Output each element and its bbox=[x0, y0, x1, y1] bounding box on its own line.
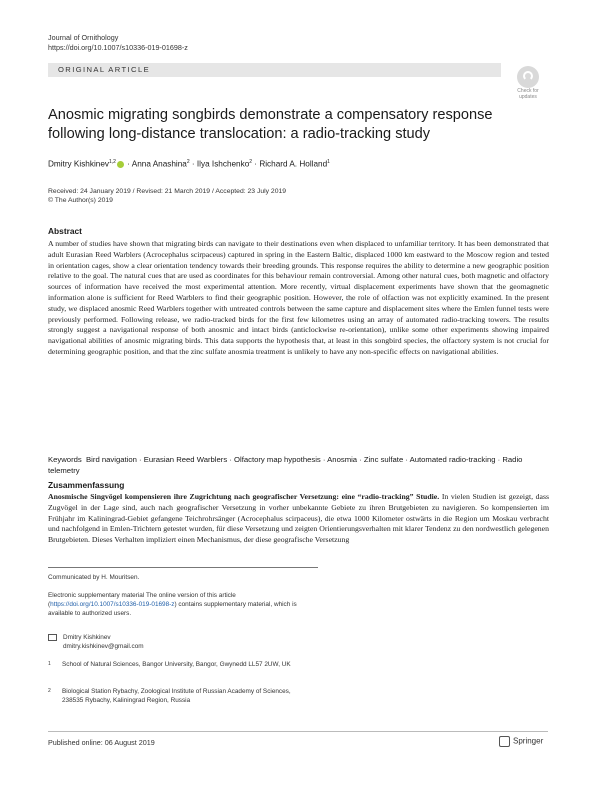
mail-icon bbox=[48, 634, 57, 641]
correspondent-name: Dmitry Kishkinev bbox=[63, 634, 111, 641]
zusammenfassung-text: In vielen Studien ist gezeigt, dass Zugvögel in der Lage sind, auch nach geografischer Versetzung in vorher unbekannte Gebiete zu ihren Brutgebieten zu navigieren. So kompensierten im Frühjahr im Kaliningrad-Gebiet gefangene Teichrohrsänger (Acrocephalus scirpaceus), die etwa 1000 Kilometer ostwärts in die Region um Moskau verbracht und nachfolgend in Emlen-Trichtern getestet wurden, für diese Versetzung und zeigten Orientierungsverhalten mit klarer Tendenz zu den nordwestlich gelegenen Brutgebieten. Dieses Verhalten impliziert einen Mechanismus, der diese geografische Versetzung bbox=[48, 492, 550, 545]
orcid-icon[interactable] bbox=[117, 161, 124, 168]
history-dates: Received: 24 January 2019 / Revised: 21 March 2019 / Accepted: 23 July 2019 bbox=[48, 188, 287, 195]
publisher-logo bbox=[499, 736, 543, 747]
affiliation-text: Biological Station Rybachy, Zoological Institute of Russian Academy of Sciences, 238535 Rybachy, Kaliningrad Region, Russia bbox=[62, 688, 291, 704]
author-affil: 1 bbox=[327, 159, 330, 165]
springer-horse-icon bbox=[499, 736, 510, 747]
abstract-heading: Abstract bbox=[48, 226, 82, 236]
zusammenfassung-body bbox=[48, 492, 549, 546]
zusammenfassung-heading: Zusammenfassung bbox=[48, 480, 125, 490]
keywords-list: Bird navigation · Eurasian Reed Warblers · Olfactory map hypothesis · Anosmia · Zinc sulfate · Automated radio-tracking · Radio telemetry bbox=[48, 455, 523, 475]
article-type: ORIGINAL ARTICLE bbox=[58, 65, 151, 74]
esm-text-pre: The online version of this article ( bbox=[48, 592, 236, 608]
esm-text-post: ) contains supplementary material, which is available to authorized users. bbox=[48, 601, 297, 617]
author-affil: 1,2 bbox=[108, 159, 116, 165]
article-title: Anosmic migrating songbirds demonstrate a compensatory response following long-distance translocation: a radio-tracking study bbox=[48, 107, 493, 142]
author-list: Dmitry Kishkinev$^{1,2}$ · Anna Anashina$^2$ · Ilya Ishchenko$^2$ · Richard A. Holland$^1$ bbox=[48, 159, 330, 169]
check-for-updates-badge[interactable] bbox=[510, 66, 546, 100]
affiliation-number: 2 bbox=[48, 688, 51, 694]
affiliation-number: 1 bbox=[48, 661, 51, 667]
journal-name: Journal of Ornithology bbox=[48, 33, 119, 42]
author-affil: 2 bbox=[249, 159, 253, 165]
author-name[interactable]: Ilya Ishchenko bbox=[196, 159, 250, 169]
correspondence bbox=[48, 633, 318, 651]
esm-label: Electronic supplementary material bbox=[48, 592, 145, 599]
correspondent-email[interactable]: dmitry.kishkinev@gmail.com bbox=[63, 643, 144, 650]
author-name[interactable]: Dmitry Kishkinev bbox=[48, 159, 109, 169]
published-online: Published online: 06 August 2019 bbox=[48, 738, 155, 747]
affiliation bbox=[48, 660, 318, 669]
affiliation bbox=[48, 687, 318, 705]
esm-note bbox=[48, 591, 318, 618]
journal-header bbox=[48, 33, 188, 53]
badge-label: Check for updates bbox=[517, 88, 539, 100]
copyright: © The Author(s) 2019 bbox=[48, 197, 113, 204]
abstract-text: A number of studies have shown that migrating birds can navigate to their destinations even when displaced to unfamiliar territory. It has been demonstrated that adult Eurasian Reed Warblers (Acrocephalus scirpaceus) captured in spring in the Eastern Baltic, displaced 1000 km eastward to the Moscow region and tested in orientation cages, show a clear orientation tendency towards their breeding grounds. This response requires the ability to determine a new geographic position relative to the goal. The natural cues that are used as coordinates for this behaviour remain controversial. Among other natural cues, both magnetic and olfactory sources of information have received the most experimental attention. More recently, virtual displacement experiments have shown that the geomagnetic information alone is sufficient for Reed Warblers to find their geographic position. However, the role of olfaction was not explicitly examined. In the present study, we displaced anosmic Reed Warblers together with untreated controls between the same capture and displacement sites where the Emlen funnel tests were previously performed. Following release, we radio-tracked birds for the first few kilometres using an array of automated radio-tracking towers. The results strongly suggest a navigational response of both anosmic and intact birds (anticlockwise re-orientation), unlike some other experiments showing impaired navigational abilities of anosmic migrating birds. This data supports the hypothesis that, at least in this songbird species, the olfactory system is not crucial for determining geographic position, and that the zinc sulfate anosmia treatment is unlikely to have any non-specific effects on navigational abilities. bbox=[48, 239, 549, 356]
footnote-divider bbox=[48, 567, 318, 568]
affiliation-text: School of Natural Sciences, Bangor University, Bangor, Gwynedd LL57 2UW, UK bbox=[62, 661, 291, 668]
doi-link[interactable]: https://doi.org/10.1007/s10336-019-01698-z bbox=[48, 43, 188, 52]
esm-link[interactable]: https://doi.org/10.1007/s10336-019-01698-z bbox=[50, 601, 175, 608]
check-updates-icon bbox=[517, 66, 539, 88]
footer-divider bbox=[48, 731, 548, 732]
keywords-label: Keywords bbox=[48, 455, 82, 464]
zusammenfassung-subtitle: Anosmische Singvögel kompensieren ihre Zugrichtung nach geografischer Versetzung: eine “radio-tracking” Studie. bbox=[48, 492, 440, 501]
author-name[interactable]: Richard A. Holland bbox=[259, 159, 328, 169]
article-dates bbox=[48, 187, 286, 205]
author-affil: 2 bbox=[186, 159, 190, 165]
communicated-by: Communicated by H. Mouritsen. bbox=[48, 574, 140, 581]
article-type-banner bbox=[48, 63, 501, 77]
author-name[interactable]: Anna Anashina bbox=[131, 159, 187, 169]
publisher-name: Springer bbox=[513, 736, 544, 746]
keywords bbox=[48, 454, 549, 476]
